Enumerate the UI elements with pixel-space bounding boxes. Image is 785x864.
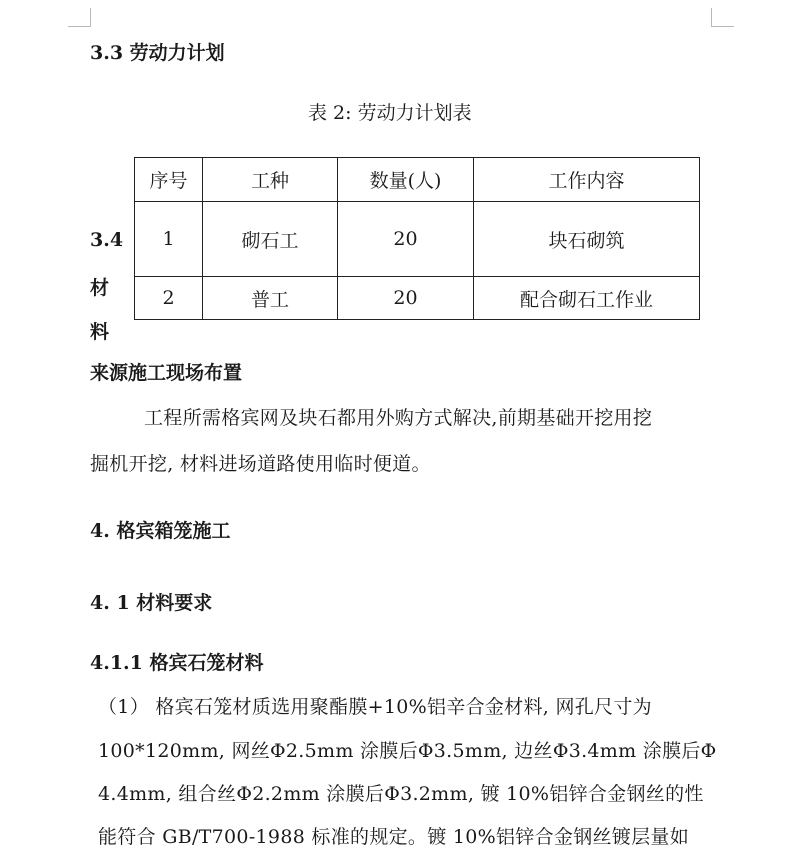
table-row — [135, 277, 700, 320]
labor-plan-table — [134, 157, 700, 320]
paragraph-line: 100*120mm, 网丝Φ2.5mm 涂膜后Φ3.5mm, 边丝Φ3.4mm 涂膜后Φ — [98, 740, 717, 762]
heading-3-4-rest: 来源施工现场布置 — [90, 362, 243, 384]
heading-3-4-number: 3.4 — [90, 229, 124, 251]
heading-3-3: 3.3 劳动力计划 — [90, 42, 225, 64]
heading-3-4-char-2: 料 — [90, 321, 110, 343]
table-cell: 配合砌石工作业 — [474, 277, 700, 320]
paragraph-line: 4.4mm, 组合丝Φ2.2mm 涂膜后Φ3.2mm, 镀 10%铝锌合金钢丝的性 — [98, 783, 704, 805]
table-row — [135, 202, 700, 277]
table-cell: 1 — [135, 202, 203, 277]
header-cell: 工作内容 — [474, 158, 700, 202]
header-cell: 数量(人) — [338, 158, 474, 202]
paragraph-line: 工程所需格宾网及块石都用外购方式解决,前期基础开挖用挖 — [144, 407, 653, 429]
header-cell: 序号 — [135, 158, 203, 202]
crop-mark-top-right — [711, 8, 734, 27]
table-cell: 20 — [338, 202, 474, 277]
table-cell: 块石砌筑 — [474, 202, 700, 277]
paragraph-line: 能符合 GB/T700-1988 标准的规定。镀 10%铝锌合金钢丝镀层量如 — [98, 826, 690, 848]
table-cell: 砌石工 — [203, 202, 338, 277]
table-cell: 2 — [135, 277, 203, 320]
heading-4: 4. 格宾箱笼施工 — [90, 520, 231, 542]
table-cell: 20 — [338, 277, 474, 320]
header-cell: 工种 — [203, 158, 338, 202]
table-caption: 表 2: 劳动力计划表 — [308, 102, 472, 124]
table-header-row — [135, 158, 700, 202]
table-cell: 普工 — [203, 277, 338, 320]
crop-mark-top-left — [68, 8, 91, 27]
heading-4-1-1: 4.1.1 格宾石笼材料 — [90, 652, 264, 674]
heading-3-4-char-1: 材 — [90, 277, 110, 299]
heading-4-1: 4. 1 材料要求 — [90, 592, 213, 614]
paragraph-line: （1） 格宾石笼材质选用聚酯膜+10%铝辛合金材料, 网孔尺寸为 — [98, 696, 652, 718]
paragraph-line: 掘机开挖, 材料进场道路使用临时便道。 — [90, 453, 431, 475]
